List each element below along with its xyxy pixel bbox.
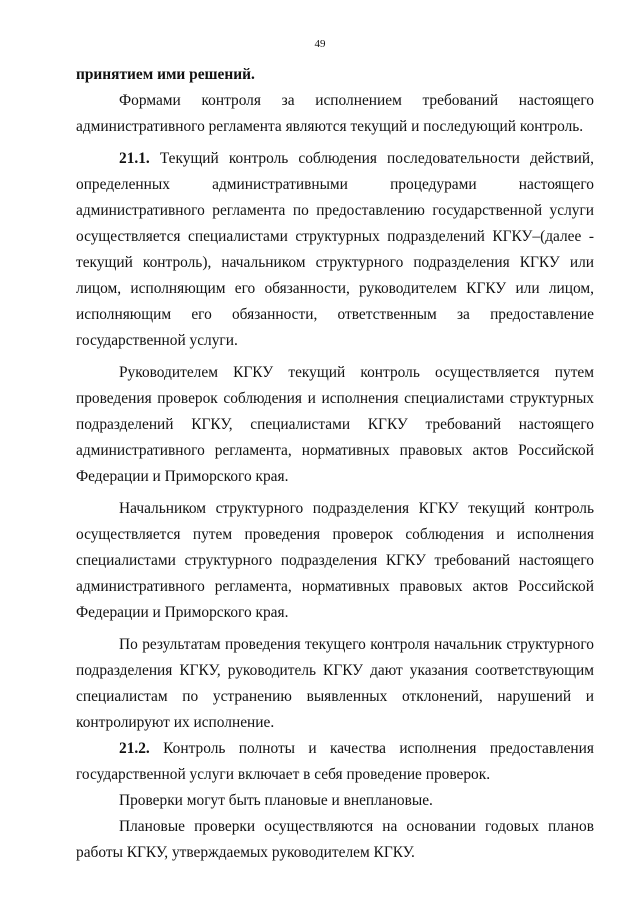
paragraph-head-control: Руководителем КГКУ текущий контроль осуществляется путем проведения проверок соблюдения и исполнения специалистами структурных подразделений КГКУ, специалистами КГКУ требований настоящего административного регламента, нормативных правовых актов Российской Федерации и Приморского края.	[76, 364, 594, 485]
section-number-21-1: 21.1.	[119, 150, 150, 167]
paragraph-21-2-text: Контроль полноты и качества исполнения предоставления государственной услуги включает в себя проведение проверок.	[76, 740, 594, 783]
paragraph-continuation: принятием ими решений.	[76, 66, 255, 83]
page-number: 49	[314, 38, 326, 50]
paragraph-division-head-control: Начальником структурного подразделения КГКУ текущий контроль осуществляется путем проведения проверок соблюдения и исполнения специалистами структурного подразделения КГКУ требований настоящего административного регламента, нормативных правовых актов Российской Федерации и Приморского края.	[76, 500, 594, 621]
paragraph-check-types: Проверки могут быть плановые и внеплановые.	[119, 792, 433, 809]
section-number-21-2: 21.2.	[119, 740, 150, 757]
paragraph-21-2	[76, 736, 594, 788]
paragraph-21-1-text: Текущий контроль соблюдения последовательности действий, определенных административными процедурами настоящего административного регламента по предоставлению государственной услуги осуществляется специалистами структурных подразделений КГКУ–(далее - текущий контроль), начальником структурного подразделения КГКУ или лицом, исполняющим его обязанности, руководителем КГКУ или лицом, исполняющим его обязанности, ответственным за предоставление государственной услуги.	[76, 150, 594, 349]
paragraph-planned-checks: Плановые проверки осуществляются на основании годовых планов работы КГКУ, утверждаемых руководителем КГКУ.	[76, 818, 594, 861]
paragraph-21-1	[76, 146, 594, 354]
paragraph-control-forms: Формами контроля за исполнением требований настоящего административного регламента являются текущий и последующий контроль.	[76, 92, 594, 135]
document-body	[76, 62, 594, 866]
paragraph-control-results: По результатам проведения текущего контроля начальник структурного подразделения КГКУ, руководитель КГКУ дают указания соответствующим специалистам по устранению выявленных отклонений, нарушений и контролируют их исполнение.	[76, 636, 594, 731]
